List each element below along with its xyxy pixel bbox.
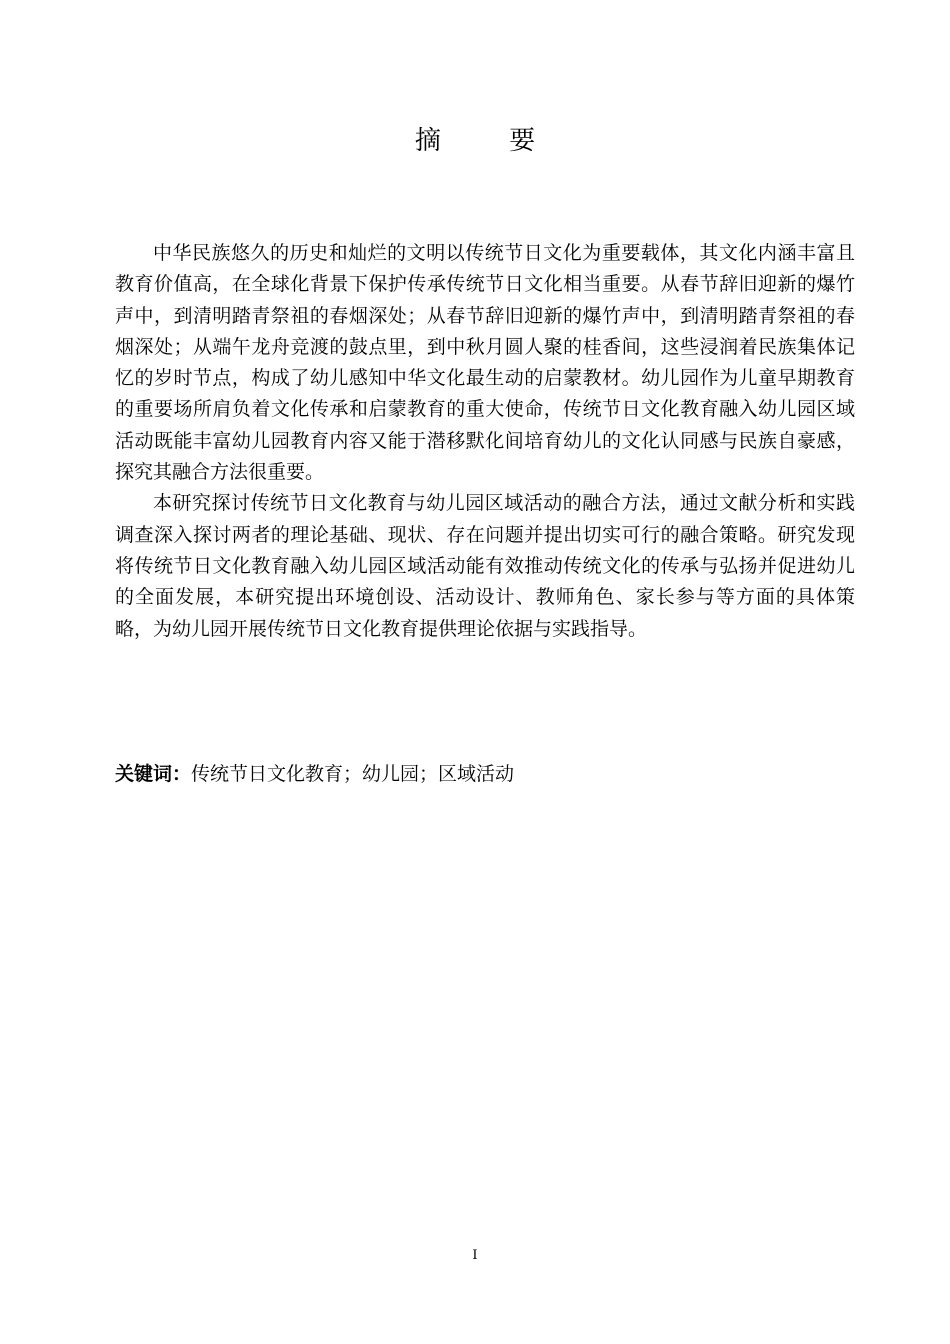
page-number: I bbox=[472, 1248, 478, 1263]
abstract-paragraph-2: 本研究探讨传统节日文化教育与幼儿园区域活动的融合方法，通过文献分析和实践调查深入探讨两者的理论基础、现状、存在问题并提出切实可行的融合策略。研究发现将传统节日文化教育融入幼儿园区域活动能有效推动传统文化的传承与弘扬并促进幼儿的全面发展，本研究提出环境创设、活动设计、教师角色、家长参与等方面的具体策略，为幼儿园开展传统节日文化教育提供理论依据与实践指导。 bbox=[115, 492, 855, 640]
keywords-line bbox=[115, 759, 855, 790]
keywords-value: 传统节日文化教育；幼儿园；区域活动 bbox=[191, 763, 515, 785]
keywords-label: 关键词： bbox=[115, 763, 192, 785]
abstract-body bbox=[115, 238, 855, 645]
abstract-paragraph-1: 中华民族悠久的历史和灿烂的文明以传统节日文化为重要载体，其文化内涵丰富且教育价值高，在全球化背景下保护传承传统节日文化相当重要。从春节辞旧迎新的爆竹声中，到清明踏青祭祖的春烟深处；从春节辞旧迎新的爆竹声中，到清明踏青祭祖的春烟深处；从端午龙舟竞渡的鼓点里，到中秋月圆人聚的桂香间，这些浸润着民族集体记忆的岁时节点，构成了幼儿感知中华文化最生动的启蒙教材。幼儿园作为儿童早期教育的重要场所肩负着文化传承和启蒙教育的重大使命，传统节日文化教育融入幼儿园区域活动既能丰富幼儿园教育内容又能于潜移默化间培育幼儿的文化认同感与民族自豪感，探究其融合方法很重要。 bbox=[115, 242, 855, 484]
page-title: 摘 要 bbox=[414, 126, 566, 156]
